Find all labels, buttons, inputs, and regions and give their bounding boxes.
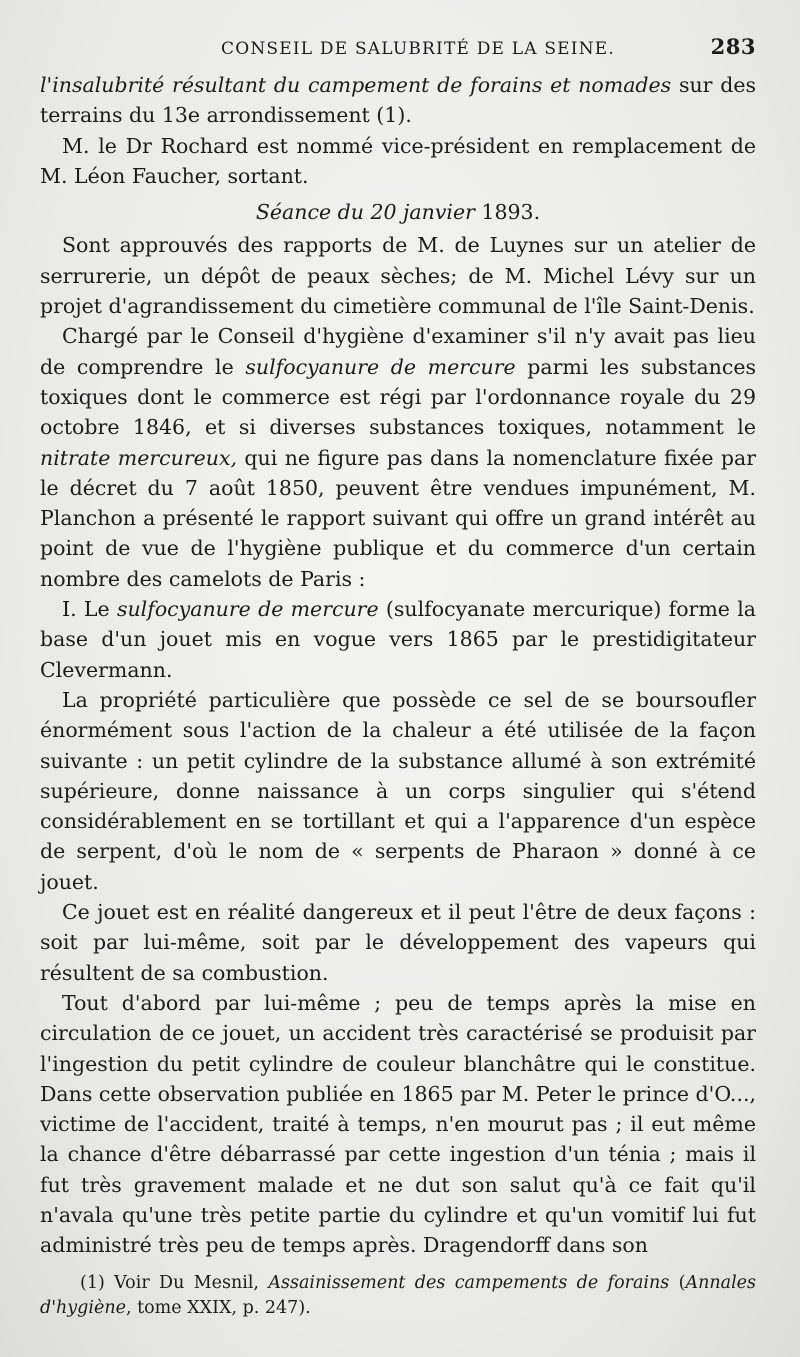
page-number: 283 [710,34,756,59]
footnote-italic: Annales d'hygiène [40,1272,757,1318]
paragraph-text: parmi les substances toxiques dont le commerce est régi par l'ordonnance royale du 29 octobre 1846, et si diverses substances toxiques, notamment le [40,354,756,440]
paragraph-accident: Tout d'abord par lui-même ; peu de temps après la mise en circulation de ce jouet, un accident très caractérisé se produisit par l'ingestion du petit cylindre de couleur blanchâtre qui le constitue. Dans cette observation publiée en 1865 par M. Peter le prince d'O..., victime de l'accident, traité à temps, n'en mourut pas ; il eut même la chance d'être débarrassé par cette ingestion d'un ténia ; mais il fut très gravement malade et ne dut son salut qu'à ce fait qu'il n'avala qu'une très petite partie du cylindre et qu'un vomitif lui fut administré très peu de temps après. Dragendorff dans son [40,990,756,1258]
footnote-text: , tome XXIX, p. 247). [125,1297,311,1318]
footnote-text: ( [669,1272,686,1293]
italic-phrase: sulfocyanure de mercure [245,354,516,379]
session-heading-italic: Séance du 20 janvier [255,200,475,225]
paragraph-text: I. Le [62,597,117,622]
italic-phrase: nitrate mercureux, [40,445,238,470]
paragraph-council-request [40,321,756,594]
paragraph-vice-president: M. le Dr Rochard est nommé vice-président en remplacement de M. Léon Faucher, sortant. [40,133,756,188]
paragraph-property: La propriété particulière que possède ce sel de se boursoufler énormément sous l'action de la chaleur a été utilisée de la façon suivante : un petit cylindre de la substance allumé à son extrémité supérieure, donne naissance à un corps singulier qui s'étend considérablement en se tortillant et qui a l'apparence d'un espèce de serpent, d'où le nom de « serpents de Pharaon » donné à ce jouet. [40,687,756,894]
footnote-italic: Assainissement des campements de forains [268,1272,670,1293]
paragraph-section-one [40,594,756,685]
page-header [40,34,756,70]
session-heading [40,197,756,227]
running-title: CONSEIL DE SALUBRITÉ DE LA SEINE. [221,39,615,59]
footnote-text: (1) Voir Du Mesnil, [80,1272,269,1293]
paragraph-text: sur des terrains du 13e arrondissement (1). [40,73,756,128]
italic-phrase: l'insalubrité résultant du campement de forains et nomades [40,73,672,97]
paragraph-approved-reports: Sont approuvés des rapports de M. de Luynes sur un atelier de serrurerie, un dépôt de peaux sèches; de M. Michel Lévy sur un projet d'agrandissement du cimetière communal de l'île Saint-Denis. [40,233,756,319]
footnote [40,1271,756,1321]
paragraph-danger: Ce jouet est en réalité dangereux et il peut l'être de deux façons : soit par lui-même, soit par le développement des vapeurs qui résultent de sa combustion. [40,900,756,985]
paragraph-continuation [40,70,756,131]
paragraph-text: qui ne figure pas dans la nomenclature fixée par le décret du 7 août 1850, peuvent être vendues impunément, M. Planchon a présenté le rapport suivant qui offre un grand intérêt au point de vue de l'hygiène publique et du commerce d'un certain nombre des camelots de Paris : [40,445,756,591]
body-text [40,70,756,1261]
paragraph-text: Chargé par le Conseil d'hygiène d'examiner s'il n'y avait pas lieu de comprendre le [40,324,756,379]
italic-phrase: sulfocyanure de mercure [116,597,379,622]
session-heading-year: 1893. [474,200,541,225]
paragraph-text: (sulfocyanate mercurique) forme la base d'un jouet mis en vogue vers 1865 par le prestidigitateur Clevermann. [40,597,756,682]
